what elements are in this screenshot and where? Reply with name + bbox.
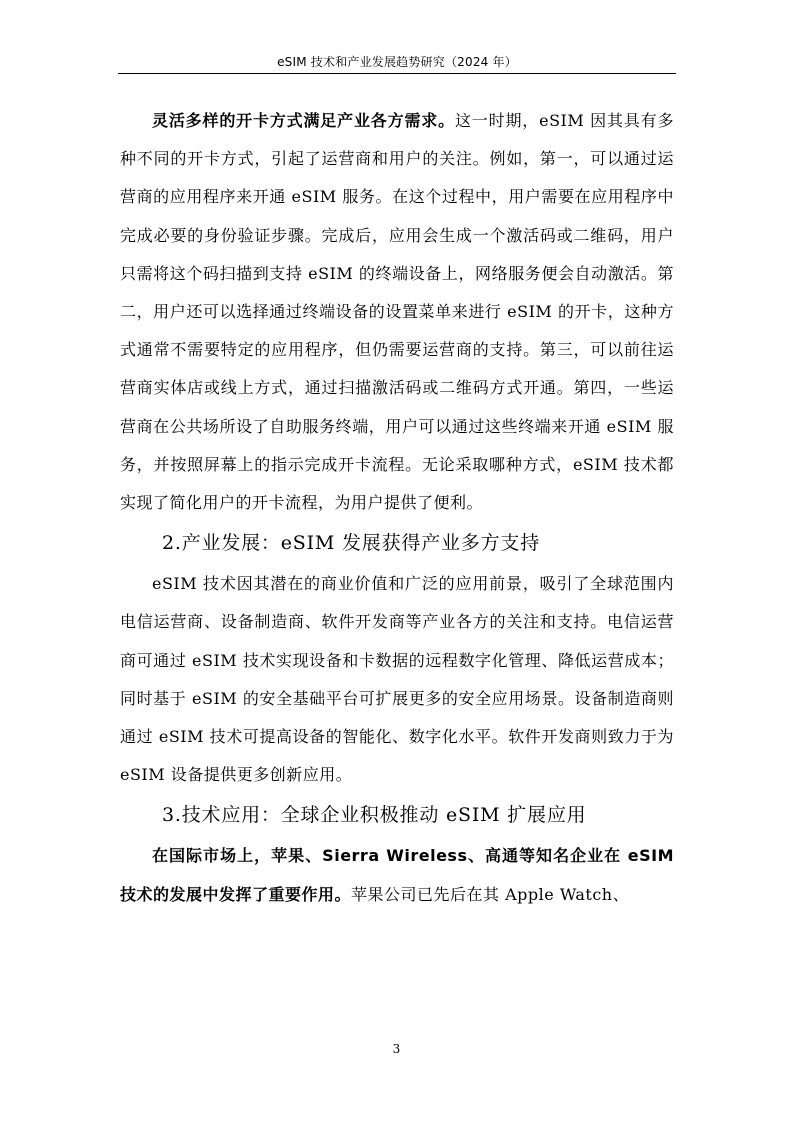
paragraph-text: 苹果公司已先后在其 Apple Watch、 <box>351 884 630 904</box>
paragraph-card-activation <box>120 102 674 522</box>
paragraph-lead-bold: 在国际市场上，苹果、Sierra Wireless、高通等知名企业在 eSIM 技术的发展中发挥了重要作用。 <box>120 846 674 904</box>
paragraph-lead-bold: 灵活多样的开卡方式满足产业各方需求。 <box>152 111 455 130</box>
section-heading-industry-development: 2.产业发展：eSIM 发展获得产业多方支持 <box>162 532 540 555</box>
running-header: eSIM 技术和产业发展趋势研究（2024 年） <box>277 55 517 69</box>
page-number: 3 <box>392 1042 401 1056</box>
paragraph-industry-support: eSIM 技术因其潜在的商业价值和广泛的应用前景，吸引了全球范围内电信运营商、设备制造商、软件开发商等产业各方的关注和支持。电信运营商可通过 eSIM 技术实现设备和卡数据的远程数字化管理、降低运营成本；同时基于 eSIM 的安全基础平台可扩展更多的安全应用场景。设备制造商则通过 eSIM 技术可提高设备的智能化、数字化水平。软件开发商则致力于为 eSIM 设备提供更多创新应用。 <box>120 574 674 785</box>
paragraph-international-market <box>120 837 674 913</box>
paragraph-text: 这一时期，eSIM 因其具有多种不同的开卡方式，引起了运营商和用户的关注。例如，第一，可以通过运营商的应用程序来开通 eSIM 服务。在这个过程中，用户需要在应用程序中完成必要的身份验证步骤。完成后，应用会生成一个激活码或二维码，用户只需将这个码扫描到支持 eSIM 的终端设备上，网络服务便会自动激活。第二，用户还可以选择通过终端设备的设置菜单来进行 eSIM 的开卡，这种方式通常不需要特定的应用程序，但仍需要运营商的支持。第三，可以前往运营商实体店或线上方式，通过扫描激活码或二维码方式开通。第四，一些运营商在公共场所设了自助服务终端，用户可以通过这些终端来开通 eSIM 服务，并按照屏幕上的指示完成开卡流程。无论采取哪种方式，eSIM 技术都实现了简化用户的开卡流程，为用户提供了便利。 <box>120 111 674 513</box>
page-body <box>120 102 674 914</box>
section-heading-technology-application: 3.技术应用：全球企业积极推动 eSIM 扩展应用 <box>162 804 587 827</box>
header-rule <box>118 73 676 74</box>
